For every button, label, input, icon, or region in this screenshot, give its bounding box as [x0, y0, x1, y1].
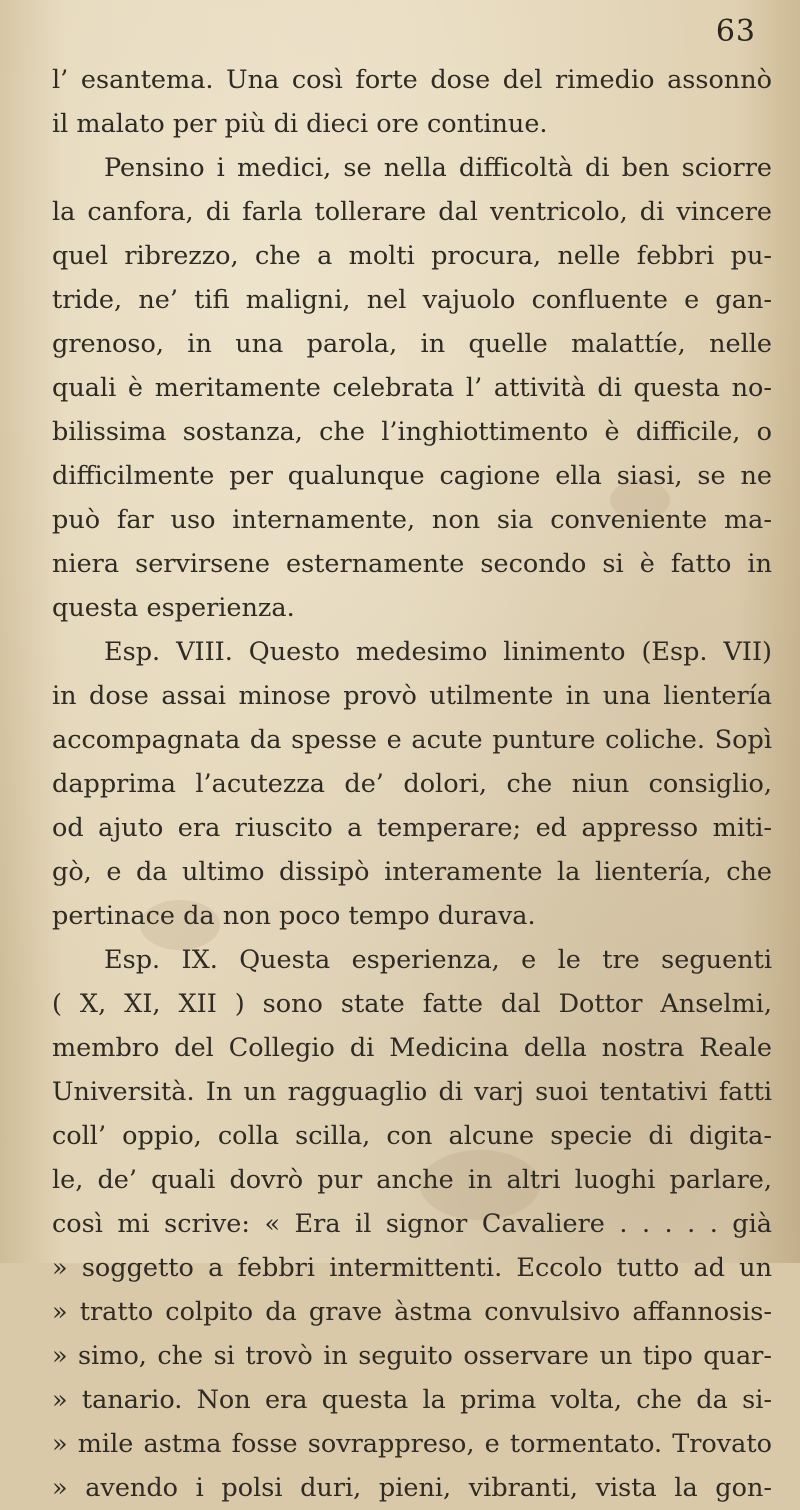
text-line: membro del Collegio di Medicina della nostra Reale: [52, 1033, 772, 1063]
text-line: può far uso internamente, non sia conveniente ma-: [52, 505, 772, 535]
text-line: in dose assai minose provò utilmente in una lientería: [52, 681, 772, 711]
text-line: questa esperienza.: [52, 593, 295, 623]
text-line: coll’ oppio, colla scilla, con alcune specie di digita-: [52, 1121, 772, 1151]
text-line: od ajuto era riuscito a temperare; ed appresso miti-: [52, 813, 772, 843]
text-line: accompagnata da spesse e acute punture coliche. Sopì: [52, 725, 772, 755]
text-line: ( X, XI, XII ) sono state fatte dal Dottor Anselmi,: [52, 989, 772, 1019]
text-line: l’ esantema. Una così forte dose del rimedio assonnò: [52, 65, 772, 95]
text-line: quali è meritamente celebrata l’ attività di questa no-: [52, 373, 772, 403]
quoted-line: » avendo i polsi duri, pieni, vibranti, vista la gon-: [52, 1473, 772, 1503]
page-text: [52, 58, 772, 1510]
quoted-line: » simo, che si trovò in seguito osservare un tipo quar-: [52, 1341, 772, 1371]
text-line: Università. In un ragguaglio di varj suoi tentativi fatti: [52, 1077, 772, 1107]
text-line: difficilmente per qualunque cagione ella siasi, se ne: [52, 461, 772, 491]
text-line: niera servirsene esternamente secondo si è fatto in: [52, 549, 772, 579]
text-line: Pensino i medici, se nella difficoltà di ben sciorre: [104, 153, 772, 183]
text-line: bilissima sostanza, che l’inghiottimento è difficile, o: [52, 417, 772, 447]
quoted-line: » mile astma fosse sovrappreso, e tormentato. Trovato: [52, 1429, 772, 1459]
text-line: gò, e da ultimo dissipò interamente la lientería, che: [52, 857, 772, 887]
page-number: 63: [715, 14, 756, 49]
quoted-line: » tanario. Non era questa la prima volta, che da si-: [52, 1385, 772, 1415]
text-line: dapprima l’acutezza de’ dolori, che niun consiglio,: [52, 769, 772, 799]
quoted-line: » soggetto a febbri intermittenti. Eccolo tutto ad un: [52, 1253, 772, 1283]
text-line: quel ribrezzo, che a molti procura, nelle febbri pu-: [52, 241, 772, 271]
text-line: Esp. VIII. Questo medesimo linimento (Esp. VII): [104, 637, 772, 667]
text-line: il malato per più di dieci ore continue.: [52, 109, 548, 139]
text-line: Esp. IX. Questa esperienza, e le tre seguenti: [104, 945, 772, 975]
quoted-line: » tratto colpito da grave àstma convulsivo affannosis-: [52, 1297, 772, 1327]
text-line: pertinace da non poco tempo durava.: [52, 901, 536, 931]
text-line: grenoso, in una parola, in quelle malattíe, nelle: [52, 329, 772, 359]
text-line: le, de’ quali dovrò pur anche in altri luoghi parlare,: [52, 1165, 772, 1195]
text-line: la canfora, di farla tollerare dal ventricolo, di vincere: [52, 197, 772, 227]
text-line: così mi scrive: « Era il signor Cavaliere . . . . . già: [52, 1209, 772, 1239]
text-line: tride, ne’ tifi maligni, nel vajuolo confluente e gan-: [52, 285, 772, 315]
